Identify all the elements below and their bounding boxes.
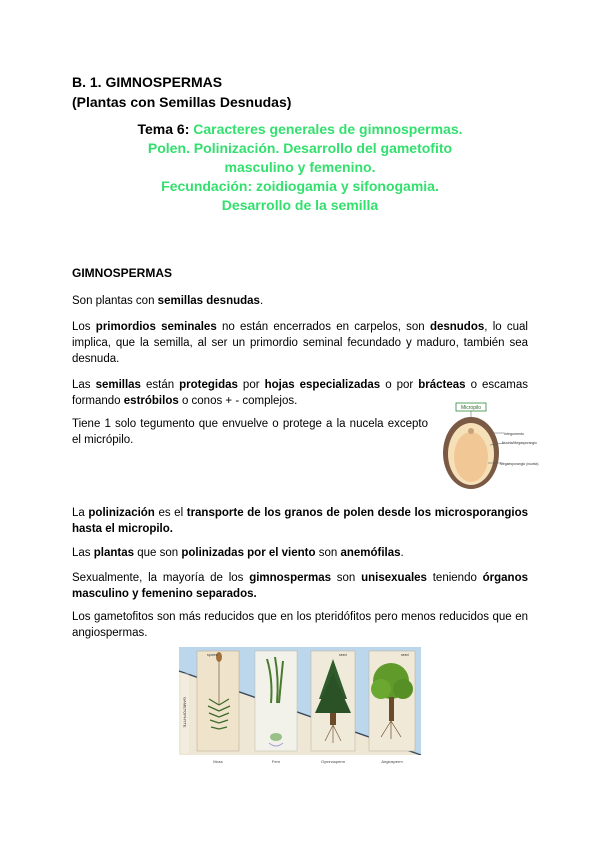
topic-text-2: Polen. Polinización. Desarrollo del gametofito xyxy=(147,140,453,156)
label-integumento: Integumento xyxy=(504,432,524,436)
chapter-title: B. 1. GIMNOSPERMAS xyxy=(72,74,223,90)
topic-line-1 xyxy=(80,120,520,139)
paragraph-5: La polinización es el transporte de los granos de polen desde los microsporangios hasta el micropilo. xyxy=(72,507,528,535)
label-micropilo: Micropilo xyxy=(460,405,482,411)
topic-text-4: Fecundación: zoidiogamia y sifonogamia. xyxy=(161,178,439,194)
paragraph-3: Las semillas están protegidas por hojas especializadas o por brácteas o escamas formando estróbilos o conos + - complejos. xyxy=(72,379,528,407)
section-title: GIMNOSPERMAS xyxy=(72,266,173,280)
side-label: GAMETOPHYTE xyxy=(182,697,188,728)
ovule-diagram xyxy=(434,403,539,495)
caption-gymnosperm: Gymnosperm xyxy=(320,759,346,764)
caption-fern: Fern xyxy=(271,759,281,764)
label-megaspora: Megaesporangio (nucela) xyxy=(500,462,539,466)
caption-angiosperm: Angiosperm xyxy=(381,759,403,764)
plants-gametophyte-figure xyxy=(179,647,421,767)
spores-tag: spores xyxy=(207,653,218,657)
topic-label: Tema 6: xyxy=(137,121,190,137)
paragraph-2: Los primordios seminales no están encerrados en carpelos, son desnudos, lo cual implica, que la semilla, al ser un primordio seminal fecundado y maduro, también sea desnuda. xyxy=(72,321,528,365)
seed-tag-2: seed xyxy=(401,653,409,657)
topic-text-3: masculino y femenino. xyxy=(224,159,376,175)
paragraph-4: Tiene 1 solo tegumento que envuelve o protege a la nucela excepto el micrópilo. xyxy=(72,418,428,446)
paragraph-8: Los gametofitos son más reducidos que en los pteridófitos pero menos reducidos que en angiospermas. xyxy=(72,611,528,639)
paragraph-6: Las plantas que son polinizadas por el viento son anemófilas. xyxy=(72,547,404,559)
chapter-subtitle: (Plantas con Semillas Desnudas) xyxy=(72,94,292,110)
caption-moss: Moss xyxy=(213,759,223,764)
topic-block xyxy=(80,120,520,215)
paragraph-1: Son plantas con semillas desnudas. xyxy=(72,295,264,307)
label-nucela: Nucela/Megasporangio xyxy=(502,441,537,445)
topic-text-1: Caracteres generales de gimnospermas. xyxy=(193,121,463,137)
topic-text-5: Desarrollo de la semilla xyxy=(221,197,379,213)
seed-tag-1: seed xyxy=(339,653,347,657)
paragraph-7: Sexualmente, la mayoría de los gimnospermas son unisexuales teniendo órganos masculino y femenino separados. xyxy=(72,572,529,600)
